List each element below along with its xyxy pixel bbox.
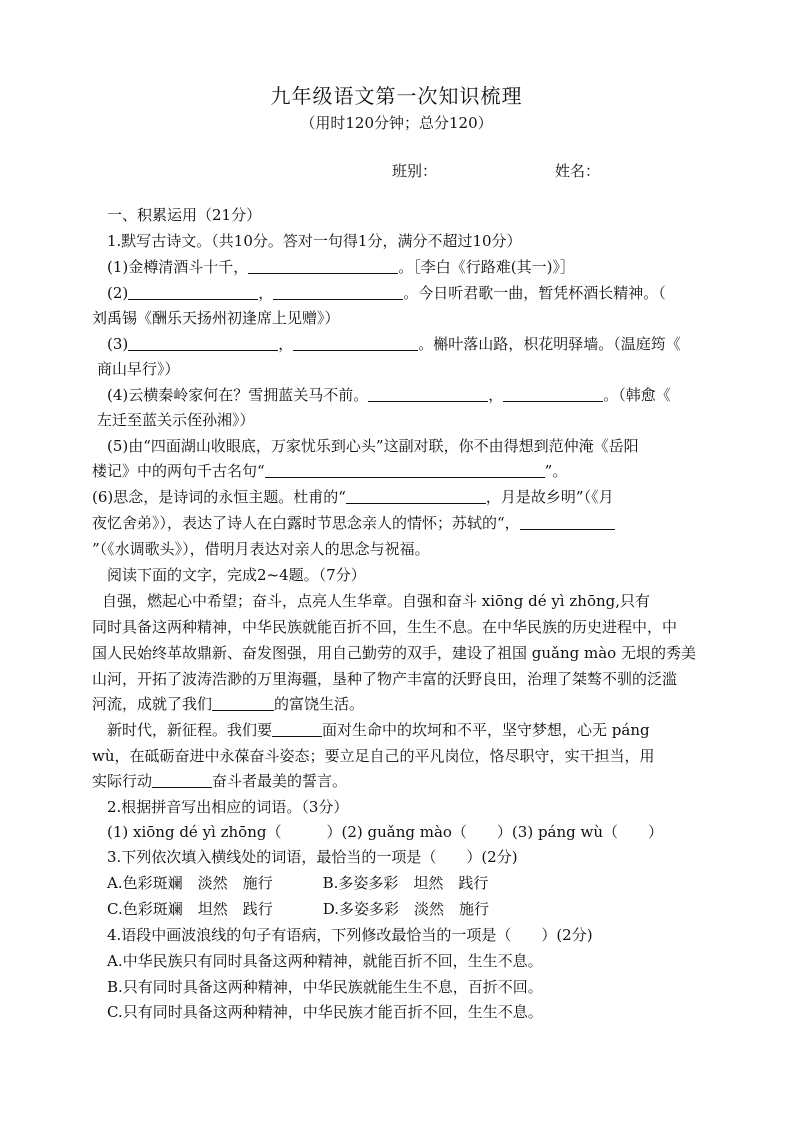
question-3-stem: 3.下列依次填入横线处的词语，最恰当的一项是（ ）(2分)	[107, 848, 518, 866]
text: 楼记》中的两句千古名句“	[92, 462, 265, 480]
passage-line: 山河，开拓了波涛浩渺的万里海疆，垦种了物产丰富的沃野良田，治理了桀骜不驯的泛滥	[92, 670, 678, 688]
text: 夜忆舍弟》），表达了诗人在白露时节思念亲人的情怀；苏轼的“，	[92, 514, 520, 532]
answer-blank[interactable]	[346, 487, 486, 504]
q1-item-6	[92, 486, 732, 508]
text: ，	[258, 284, 274, 302]
reading-instruction: 阅读下面的文字，完成2~4题。（7分）	[107, 566, 366, 584]
q4-option-a[interactable]: A.中华民族只有同时具备这两种精神，就能百折不回，生生不息。	[107, 952, 543, 970]
text: ，	[278, 335, 294, 353]
answer-blank[interactable]	[273, 283, 403, 300]
page-title: 九年级语文第一次知识梳理	[270, 84, 523, 108]
text: 。（韩愈《	[603, 386, 671, 404]
q4-option-b[interactable]: B.只有同时具备这两种精神，中华民族就能生生不息，百折不回。	[107, 978, 543, 996]
answer-blank[interactable]	[520, 513, 615, 530]
text: (3)	[107, 335, 129, 353]
text: 新时代，新征程。我们要	[107, 721, 273, 739]
q1-item-6-end: ”（《水调歌头》），借明月表达对亲人的思念与祝福。	[92, 540, 430, 558]
answer-blank[interactable]	[248, 257, 398, 274]
passage-line: 同时具备这两种精神，中华民族就能百折不回，生生不息。在中华民族的历史进程中，中	[92, 618, 678, 636]
answer-blank[interactable]	[265, 461, 545, 478]
passage-line: 国人民始终革故鼎新、奋发图强，用自己勤劳的双手，建设了祖国 guǎng mào 无垠的秀美	[92, 644, 696, 662]
q1-item-4-source: 左迁至蓝关示侄孙湘》）	[97, 411, 255, 429]
q1-item-2	[107, 282, 747, 304]
q1-item-5: (5)由“四面湖山收眼底，万家忧乐到心头”这副对联，你不由得想到范仲淹《岳阳	[107, 437, 639, 455]
section-heading: 一、积累运用（21分）	[107, 206, 262, 224]
question-2-stem: 2.根据拼音写出相应的词语。（3分）	[107, 798, 349, 816]
option-a[interactable]: A.色彩斑斓 淡然 施行	[107, 874, 273, 892]
text: ”。	[544, 462, 568, 480]
q1-item-2-source: 刘禹锡《酬乐天扬州初逢席上见赠》）	[92, 309, 340, 327]
answer-blank[interactable]	[272, 720, 322, 737]
passage-line: wù，在砥砺奋进中永葆奋斗姿态；要立足自己的平凡岗位，恪尽职守，实干担当，用	[92, 747, 655, 765]
text: (1)金樽清酒斗十千，	[107, 258, 249, 276]
question-4-stem: 4.语段中画波浪线的句子有语病，下列修改最恰当的一项是（ ）(2分)	[107, 926, 593, 944]
option-d[interactable]: D.多姿多彩 淡然 施行	[322, 900, 489, 918]
passage-line: 自强，燃起心中希望；奋斗，点亮人生华章。自强和奋斗 xiōng dé yì zhōng,只有	[102, 592, 651, 610]
question-1-stem: 1.默写古诗文。（共10分。答对一句得1分，满分不超过10分）	[107, 232, 522, 250]
option-c[interactable]: C.色彩斑斓 坦然 践行	[107, 900, 273, 918]
text: 。今日听君歌一曲，暂凭杯酒长精神。（	[403, 284, 666, 302]
answer-blank[interactable]	[128, 283, 258, 300]
text: 。槲叶落山路，枳花明驿墙。（温庭筠《	[418, 335, 681, 353]
text: 面对生命中的坎坷和不平，坚守梦想，心无 páng	[322, 721, 650, 739]
text: (6)思念，是诗词的永恒主题。杜甫的“	[92, 488, 346, 506]
text: 。［李白《行路难(其一)》］	[398, 258, 575, 276]
text: (2)	[107, 284, 129, 302]
text: 的富饶生活。	[274, 695, 365, 713]
text: (4)云横秦岭家何在？雪拥蓝关马不前。	[107, 386, 369, 404]
answer-blank[interactable]	[128, 334, 278, 351]
answer-blank[interactable]	[368, 385, 488, 402]
q3-options-row	[107, 872, 747, 894]
answer-blank[interactable]	[212, 694, 274, 711]
option-b[interactable]: B.多姿多彩 坦然 践行	[322, 874, 489, 892]
q4-option-c[interactable]: C.只有同时具备这两种精神，中华民族才能百折不回，生生不息。	[107, 1003, 543, 1021]
page-subtitle: （用时120分钟；总分120）	[300, 114, 493, 132]
q1-item-6-cont	[92, 512, 732, 534]
text: ，	[488, 386, 504, 404]
q3-options-row	[107, 898, 747, 920]
class-label: 班别：	[392, 162, 438, 180]
text: 奋斗者最美的誓言。	[212, 772, 348, 790]
q1-item-3-source: 商山早行》）	[97, 360, 180, 378]
q1-item-4	[107, 384, 747, 406]
text: ，月是故乡明”（《月	[485, 488, 614, 506]
answer-blank[interactable]	[503, 385, 603, 402]
passage-line	[92, 693, 732, 715]
name-label: 姓名：	[555, 162, 601, 180]
answer-blank[interactable]	[293, 334, 418, 351]
passage-line	[107, 719, 747, 741]
passage-line	[92, 770, 732, 792]
question-2-items: (1) xiōng dé yì zhōng（ ）(2) guǎng mào（ ）(3) páng wù（ ）	[107, 823, 664, 841]
text: 实际行动	[92, 772, 153, 790]
q1-item-3	[107, 333, 747, 355]
answer-blank[interactable]	[152, 771, 212, 788]
q1-item-5-cont	[92, 460, 732, 482]
q1-item-1	[107, 256, 747, 278]
text: 河流，成就了我们	[92, 695, 213, 713]
